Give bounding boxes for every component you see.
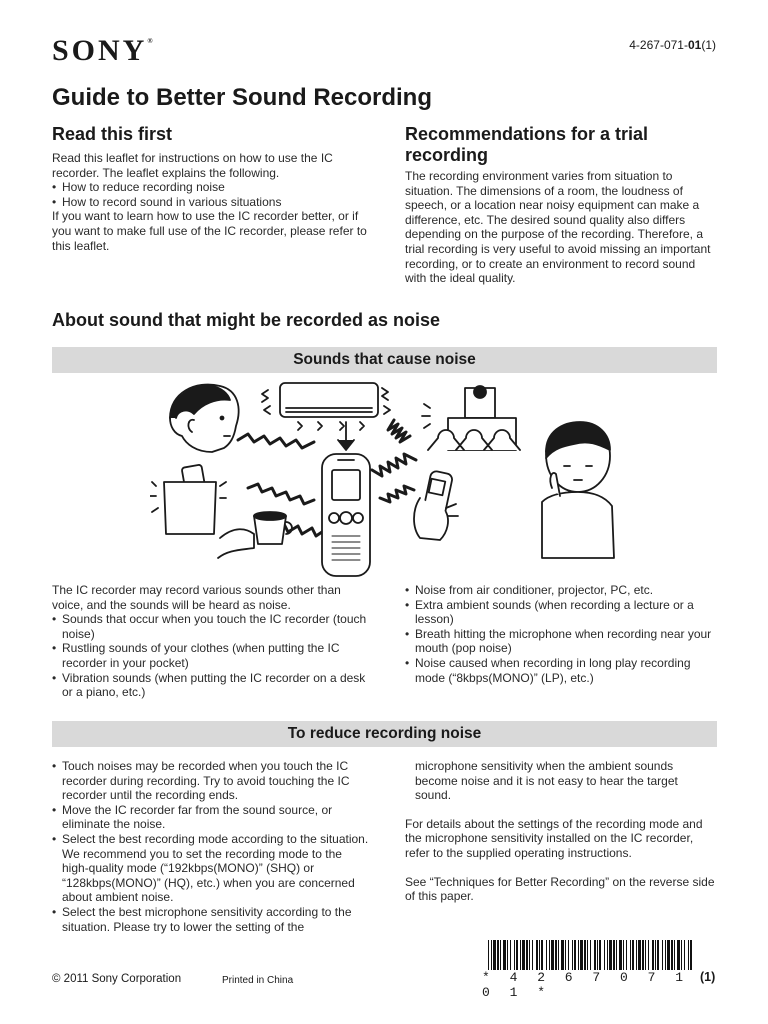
barcode-bar (493, 940, 496, 970)
printed-in: Printed in China (222, 975, 294, 986)
list-item: • Sounds that occur when you touch the IC recorder (touch noise) (52, 612, 370, 641)
barcode-bar (539, 940, 540, 970)
barcode-bar (491, 940, 492, 970)
barcode-bar (561, 940, 564, 970)
barcode-bar (604, 940, 605, 970)
reduce-left-list (52, 759, 370, 934)
barcode-bar (522, 940, 525, 970)
barcode-bar (510, 940, 511, 970)
barcode-bar (648, 940, 649, 970)
barcode-suffix: (1) (700, 970, 716, 984)
barcode-bar (536, 940, 538, 970)
noise-illustration (150, 378, 620, 578)
read-first-text (52, 151, 370, 253)
barcode-bar (516, 940, 518, 970)
reduce-band: To reduce recording noise (52, 721, 717, 747)
barcode-bar (645, 940, 646, 970)
list-item: • Select the best recording mode according to the situation. We recommend you to set the recording mode to the high-quality mode (“192kbps(MONO)” (SHQ) or “128kbps(MONO)” (HQ), etc.) when you are concerned about ambient noise. (52, 832, 370, 905)
barcode-bar (636, 940, 637, 970)
barcode-bar (632, 940, 634, 970)
read-first-list (52, 180, 370, 209)
list-item: • Rustling sounds of your clothes (when putting the IC recorder in your pocket) (52, 641, 370, 670)
barcode-bar (638, 940, 641, 970)
barcode-bar (488, 940, 489, 970)
list-item: • Noise from air conditioner, projector, PC, etc. (405, 583, 717, 598)
copyright: © 2011 Sony Corporation (52, 973, 182, 985)
barcode-bar (590, 940, 591, 970)
noise-zigzag (372, 454, 416, 476)
trial-heading: Recommendations for a trial recording (405, 124, 649, 165)
barcode-bar (667, 940, 670, 970)
reduce-continuation: microphone sensitivity when the ambient sounds become noise and it is not easy to hear the target sound. (415, 759, 678, 803)
barcode-bar (674, 940, 675, 970)
air-conditioner-icon (262, 383, 390, 430)
sony-logo: SONY® (52, 34, 153, 67)
barcode-bar (623, 940, 624, 970)
barcode-bar (529, 940, 530, 970)
list-item: • Extra ambient sounds (when recording a lecture or a lesson) (405, 598, 717, 627)
barcode-bar (565, 940, 566, 970)
barcode-icon (488, 940, 694, 970)
read-first-intro: Read this leaflet for instructions on how to use the IC recorder. The leaflet explains the following. (52, 151, 333, 180)
barcode-bar (578, 940, 579, 970)
barcode-bar (507, 940, 508, 970)
noise-right-list (405, 583, 717, 685)
noise-right-text (405, 583, 717, 685)
barcode-bar (587, 940, 588, 970)
coffee-cup-icon (218, 512, 292, 558)
person-talking-icon (542, 422, 614, 558)
barcode-number: * 4 2 6 7 0 7 1 0 1 * (482, 970, 690, 1000)
barcode-bar (616, 940, 617, 970)
barcode-bar (684, 940, 685, 970)
reduce-see-also: See “Techniques for Better Recording” on the reverse side of this paper. (405, 874, 715, 904)
noise-zigzag (248, 484, 314, 504)
list-item: • Breath hitting the microphone when recording near your mouth (pop noise) (405, 627, 717, 656)
barcode-bar (594, 940, 596, 970)
barcode-bar (503, 940, 506, 970)
barcode-bar (580, 940, 583, 970)
list-item: • Noise caused when recording in long play recording mode (“8kbps(MONO)” (LP), etc.) (405, 656, 717, 685)
list-item: • How to reduce recording noise (52, 180, 370, 195)
barcode-bar (500, 940, 501, 970)
barcode-bar (652, 940, 654, 970)
barcode-bar (613, 940, 615, 970)
page-title: Guide to Better Sound Recording (52, 84, 433, 111)
lecture-icon (422, 386, 520, 450)
noise-left-list (52, 612, 370, 700)
list-item: • Touch noises may be recorded when you touch the IC recorder during recording. Try to avoid touching the IC recorder until the recording ends. (52, 759, 370, 803)
barcode-bar (619, 940, 622, 970)
list-item: • How to record sound in various situations (52, 195, 370, 210)
barcode-bar (671, 940, 673, 970)
list-item: • Select the best microphone sensitivity according to the situation. Please try to lower the setting of the (52, 905, 370, 934)
list-item: • Vibration sounds (when putting the IC recorder on a desk or a piano, etc.) (52, 671, 370, 700)
noise-heading: About sound that might be recorded as noise (52, 310, 441, 330)
barcode-bar (665, 940, 666, 970)
reduce-left-text (52, 759, 370, 934)
barcode-bar (607, 940, 608, 970)
barcode-bar (599, 940, 601, 970)
read-first-outro: If you want to learn how to use the IC recorder better, or if you want to make full use of the IC recorder, please refer to this leaflet. (52, 209, 367, 253)
barcode-bar (549, 940, 550, 970)
barcode-bar (642, 940, 644, 970)
ear-person-icon (170, 385, 239, 452)
reduce-details: For details about the settings of the recording mode and the microphone sensitivity installed on the IC recorder, refer to the supplied operating instructions. (405, 816, 703, 860)
part-number: 4-267-071-01(1) (629, 38, 716, 52)
barcode-bar (690, 940, 692, 970)
noise-zigzag (380, 486, 414, 502)
barcode-bar (514, 940, 515, 970)
reduce-right-text (405, 759, 717, 904)
trial-text: The recording environment varies from situation to situation. The dimensions of a room, the loudness of speech, or a location near noisy equipment can make a difference, etc. The desired sound quality also differs depending on the purpose of the recording. Therefore, a trial recording is very useful to avoid missing an important recording, or to create an environment to record sound with the ideal quality. (405, 169, 711, 286)
barcode-bar (677, 940, 680, 970)
barcode-bar (572, 940, 573, 970)
barcode-bar (574, 940, 576, 970)
noise-zigzag (388, 420, 410, 442)
barcode-bar (630, 940, 631, 970)
barcode-bar (520, 940, 521, 970)
barcode-bar (568, 940, 569, 970)
barcode-bar (655, 940, 656, 970)
ic-recorder-icon (322, 454, 370, 576)
barcode-bar (681, 940, 682, 970)
sounds-band: Sounds that cause noise (52, 347, 717, 373)
barcode-bar (584, 940, 586, 970)
read-first-heading: Read this first (52, 124, 173, 144)
barcode-bar (541, 940, 543, 970)
barcode-bar (526, 940, 528, 970)
barcode-bar (662, 940, 663, 970)
barcode-bar (555, 940, 557, 970)
arrow-icon (338, 422, 354, 450)
barcode-bar (497, 940, 499, 970)
hand-holding-recorder-icon (414, 470, 458, 540)
list-item: • Move the IC recorder far from the sound source, or eliminate the noise. (52, 803, 370, 832)
barcode-bar (626, 940, 627, 970)
barcode-bar (597, 940, 598, 970)
barcode-bar (609, 940, 612, 970)
barcode-bar (551, 940, 554, 970)
noise-left-text (52, 583, 370, 700)
noise-intro: The IC recorder may record various sounds other than voice, and the sounds will be heard as noise. (52, 583, 341, 612)
barcode-bar (558, 940, 559, 970)
barcode-bar (532, 940, 533, 970)
pocket-recorder-icon (150, 464, 226, 534)
noise-zigzag (238, 434, 314, 448)
barcode-bar (546, 940, 547, 970)
barcode-bar (657, 940, 659, 970)
barcode-bar (688, 940, 689, 970)
